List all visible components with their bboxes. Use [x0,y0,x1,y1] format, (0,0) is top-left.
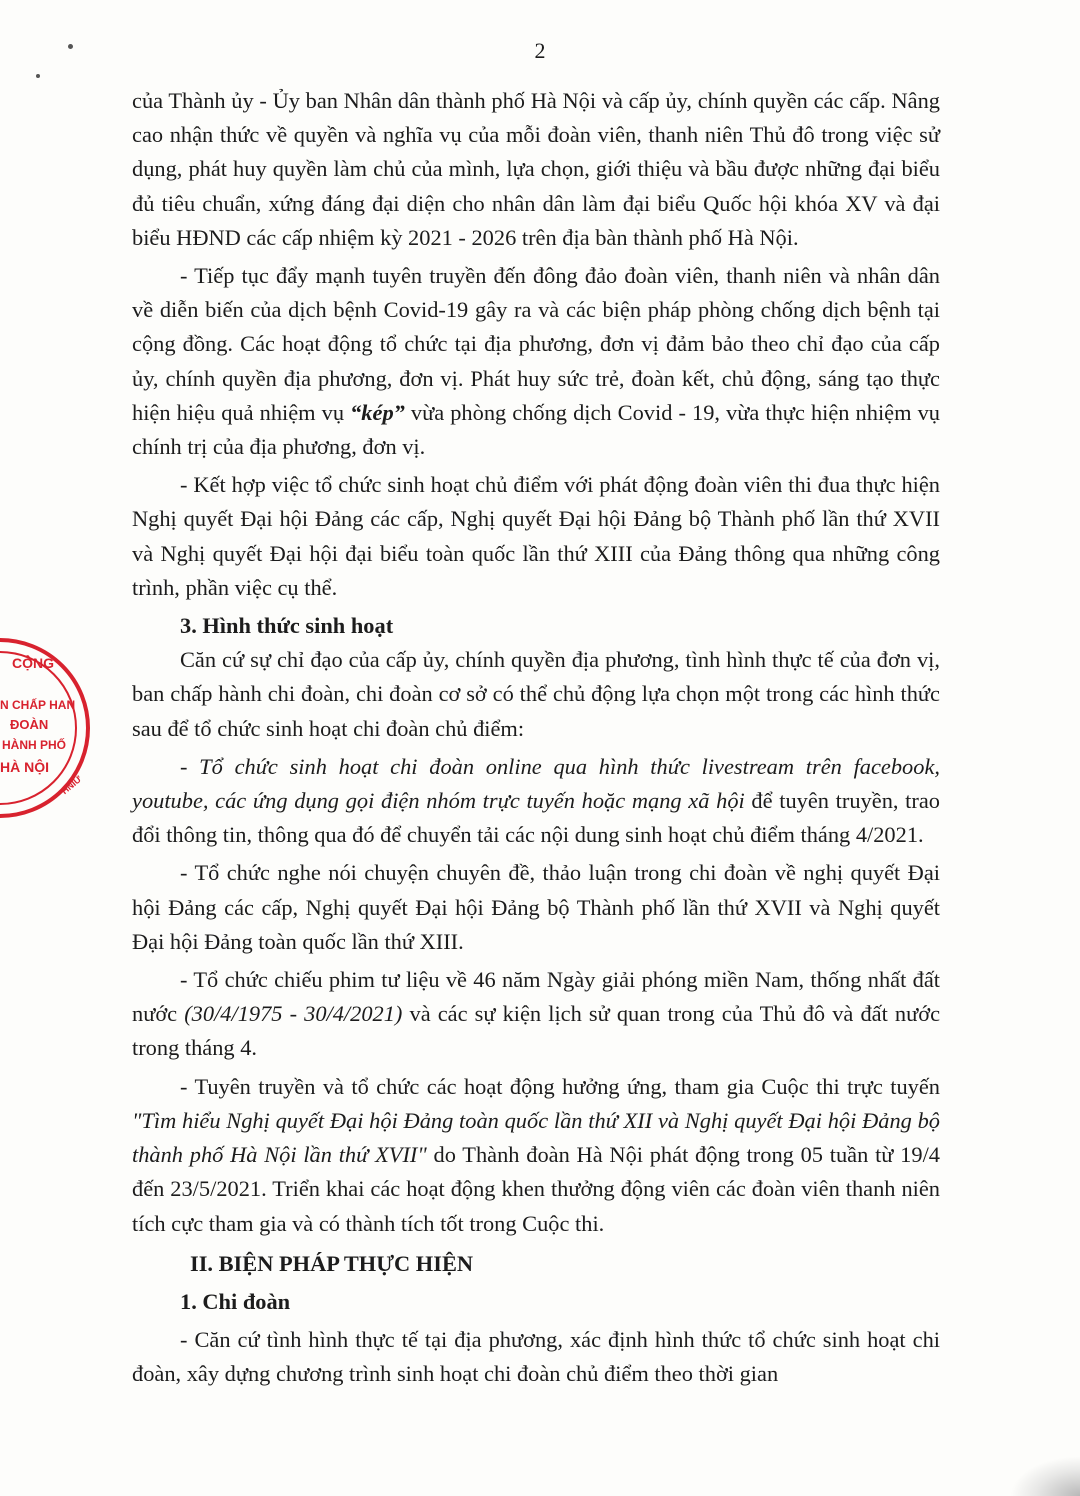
scan-corner-shadow [1010,1456,1080,1496]
stamp-line-3: ĐOÀN [10,717,49,732]
section-heading-3: 3. Hình thức sinh hoạt [180,613,394,639]
stamp-line-4: HÀNH PHỐ [2,738,67,752]
paragraph-1: của Thành ủy - Ủy ban Nhân dân thành phố Hà Nội và cấp ủy, chính quyền các cấp. Nâng cao nhận thức về quyền và nghĩa vụ của mỗi đoàn viên, thanh niên Thủ đô trong việc sử dụng, phát huy quyền làm chủ của mình, lựa chọn, giới thiệu và bầu được những đại biểu đủ tiêu chuẩn, xứng đáng đại diện cho nhân dân làm đại biểu Quốc hội khóa XV và đại biểu HĐND các cấp nhiệm kỳ 2021 - 2026 trên địa bàn thành phố Hà Nội. [132,88,940,250]
document-body [132,84,940,1392]
stamp-line-6: HNIƯ [59,773,84,797]
subsection-heading-1: 1. Chi đoàn [180,1288,291,1314]
paragraph-2: - Tiếp tục đẩy mạnh tuyên truyền đến đông đảo đoàn viên, thanh niên và nhân dân về diễn biến của dịch bệnh Covid-19 gây ra và các biện pháp phòng chống dịch bệnh tại cộng đồng. Các hoạt động tổ chức tại địa phương, đơn vị đảm bảo theo chỉ đạo của cấp ủy, chính quyền địa phương, đơn vị. Phát huy sức trẻ, đoàn kết, chủ động, sáng tạo thực hiện hiệu quả nhiệm vụ “kép” vừa phòng chống dịch Covid - 19, vừa thực hiện nhiệm vụ chính trị của địa phương, đơn vị. [132,263,940,460]
paragraph-8: - Tuyên truyền và tổ chức các hoạt động hưởng ứng, tham gia Cuộc thi trực tuyến "Tìm hiểu Nghị quyết Đại hội Đảng toàn quốc lần thứ XII và Nghị quyết Đại hội Đảng bộ thành phố Hà Nội lần thứ XVII" do Thành đoàn Hà Nội phát động trong 05 tuần từ 19/4 đến 23/5/2021. Triển khai các hoạt động khen thưởng động viên các đoàn viên thanh niên tích cực tham gia và có thành tích tốt trong Cuộc thi. [132,1073,940,1236]
paragraph-6: - Tổ chức nghe nói chuyện chuyên đề, thảo luận trong chi đoàn về nghị quyết Đại hội Đảng các cấp, Nghị quyết Đại hội Đảng bộ Thành phố lần thứ XVII và Nghị quyết Đại hội Đảng toàn quốc lần thứ XIII. [132,860,940,954]
scan-speck [68,44,73,49]
red-seal-stamp [0,628,90,828]
section-heading-II: II. BIỆN PHÁP THỰC HIỆN [190,1250,474,1276]
paragraph-5: - Tổ chức sinh hoạt chi đoàn online qua hình thức livestream trên facebook, youtube, các ứng dụng gọi điện nhóm trực tuyến hoặc mạng xã hội để tuyên truyền, trao đổi thông tin, thông qua đó để chuyển tải các nội dung sinh hoạt chủ điểm tháng 4/2021. [132,753,940,848]
scan-speck [36,74,40,78]
stamp-line-1: CỘNG [12,655,54,671]
paragraph-4: Căn cứ sự chỉ đạo của cấp ủy, chính quyền địa phương, tình hình thực tế của đơn vị, ban chấp hành chi đoàn, chi đoàn cơ sở có thể chủ động lựa chọn một trong các hình thức sau để tổ chức sinh hoạt chi đoàn chủ điểm: [132,647,940,741]
paragraph-7: - Tổ chức chiếu phim tư liệu về 46 năm Ngày giải phóng miền Nam, thống nhất đất nước (30/4/1975 - 30/4/2021) và các sự kiện lịch sử quan trong của Thủ đô và đất nước trong tháng 4. [132,967,941,1061]
paragraph-9: - Căn cứ tình hình thực tế tại địa phương, xác định hình thức tổ chức sinh hoạt chi đoàn, xây dựng chương trình sinh hoạt chi đoàn chủ điểm theo thời gian [132,1327,940,1387]
paragraph-3: - Kết hợp việc tổ chức sinh hoạt chủ điểm với phát động đoàn viên thi đua thực hiện Nghị quyết Đại hội Đảng các cấp, Nghị quyết Đại hội Đảng bộ Thành phố lần thứ XVII và Nghị quyết Đại hội đại biểu toàn quốc lần thứ XIII của Đảng thông qua những công trình, phần việc cụ thể. [132,472,940,600]
stamp-line-5: HÀ NỘI [0,759,49,775]
stamp-line-2: N CHẤP HAN [0,698,76,712]
page-number: 2 [534,38,546,63]
